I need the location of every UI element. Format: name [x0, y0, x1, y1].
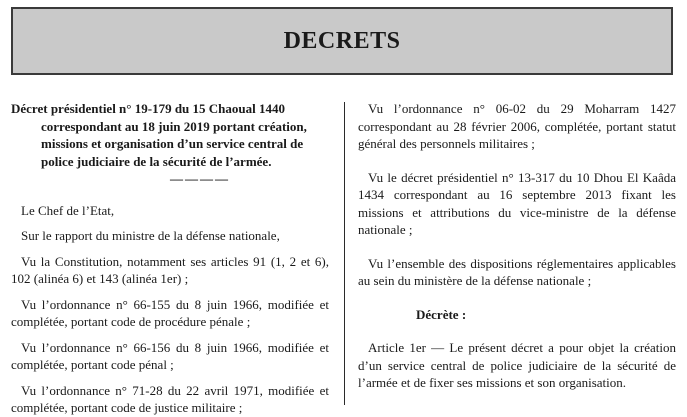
- visa-ordonnance-06-02: Vu l’ordonnance n° 06-02 du 29 Moharram 1427 correspondant au 28 février 2006, complétée, portant statut général des personnels militaires ;: [358, 101, 676, 151]
- decree-title-line: Décret présidentiel n° 19-179 du 15 Chaoual 1440: [11, 101, 285, 116]
- section-title: DECRETS: [283, 27, 401, 54]
- title-separator: ————: [170, 171, 230, 186]
- visa-ordonnance-66-155: Vu l’ordonnance n° 66-155 du 8 juin 1966, modifiée et complétée, portant code de procédure pénale ;: [11, 296, 329, 329]
- decree-title-line: police judiciaire de la sécurité de l’armée.: [41, 153, 272, 169]
- visa-ordonnance-71-28: Vu l’ordonnance n° 71-28 du 22 avril 1971, modifiée et complétée, portant code de justice militaire ;: [11, 382, 329, 415]
- right-column: [358, 100, 676, 392]
- decree-title-line: correspondant au 18 juin 2019 portant création,: [41, 118, 307, 134]
- preamble-report: Sur le rapport du ministre de la défense nationale,: [21, 228, 280, 243]
- section-banner: [11, 7, 673, 75]
- visa-decret-13-317: Vu le décret présidentiel n° 13-317 du 10 Dhou El Kaâda 1434 correspondant au 16 septembre 2013 fixant les missions et attributions du vice-ministre de la défense nationale ;: [358, 169, 676, 237]
- decrete-heading: Décrète :: [416, 306, 467, 322]
- article-1: Article 1er — Le présent décret a pour objet la création d’un service central de police judiciaire de la sécurité de l’armée et de fixer ses missions et son organisation.: [358, 340, 676, 390]
- column-divider: [344, 102, 345, 405]
- decree-title-line: missions et organisation d’un service central de: [41, 136, 304, 151]
- visa-constitution: Vu la Constitution, notamment ses articles 91 (1, 2 et 6), 102 (alinéa 6) et 143 (alinéa 1er) ;: [11, 253, 329, 286]
- decree-title: [11, 100, 329, 170]
- left-column: [11, 100, 329, 417]
- visa-ordonnance-66-156: Vu l’ordonnance n° 66-156 du 8 juin 1966, modifiée et complétée, portant code pénal ;: [11, 339, 329, 372]
- preamble-head-of-state: Le Chef de l’Etat,: [21, 202, 115, 218]
- visa-dispositions: Vu l’ensemble des dispositions réglementaires applicables au sein du ministère de la défense nationale ;: [358, 255, 676, 288]
